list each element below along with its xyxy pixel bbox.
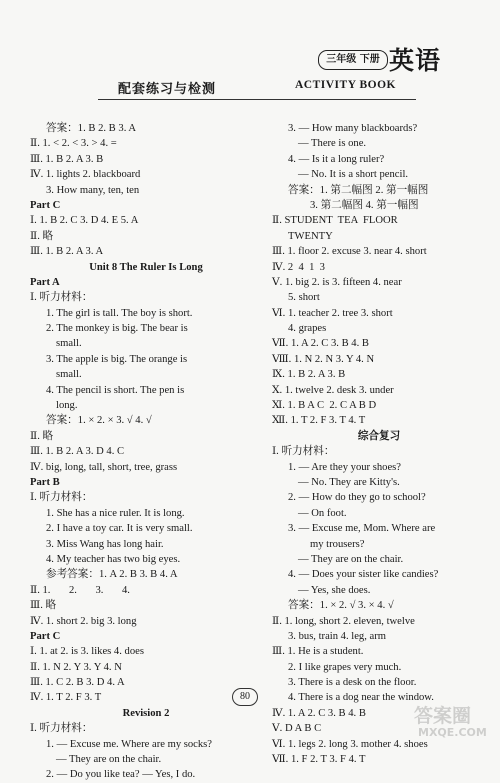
grade-badge: 三年级 下册 bbox=[318, 50, 388, 70]
answer-line: — No. It is a short pencil. bbox=[298, 169, 409, 181]
answer-line: Ⅲ. 1. B 2. A 3. A bbox=[30, 246, 104, 258]
answer-line: TWENTY bbox=[288, 230, 333, 242]
answer-line: Ⅸ. 1. B 2. A 3. B bbox=[272, 369, 346, 381]
answer-line: 答案：1. × 2. × 3. √ 4. √ bbox=[46, 415, 152, 427]
answer-line: small. bbox=[56, 369, 82, 381]
answer-line: Ⅳ. big, long, tall, short, tree, grass bbox=[30, 461, 178, 473]
answer-line: Ⅷ. 1. N 2. N 3. Y 4. N bbox=[272, 353, 375, 365]
answer-line: small. bbox=[56, 338, 82, 350]
answer-line: 2. I like grapes very much. bbox=[288, 661, 402, 673]
answer-line: 3. 第二幅图 4. 第一幅图 bbox=[310, 199, 419, 211]
watermark-text: 答案圈 bbox=[414, 705, 472, 727]
answer-line: Ⅲ. 1. B 2. A 3. B bbox=[30, 153, 104, 165]
answer-line: — On foot. bbox=[298, 507, 347, 519]
answer-line: Ⅲ. 1. floor 2. excuse 3. near 4. short bbox=[272, 246, 427, 258]
answer-line: 参考答案：1. A 2. B 3. B 4. A bbox=[46, 569, 178, 581]
answer-line: 2. — How do they go to school? bbox=[288, 492, 426, 504]
answer-line: Ⅻ. 1. T 2. F 3. T 4. T bbox=[272, 415, 366, 427]
answer-line: Ⅶ. 1. F 2. T 3. F 4. T bbox=[272, 754, 366, 766]
answer-line: Ⅱ. 略 bbox=[30, 430, 54, 442]
answer-line: Ⅱ. 1. < 2. < 3. > 4. = bbox=[30, 138, 117, 150]
subject-title: 英语 bbox=[389, 46, 442, 75]
watermark-logo bbox=[412, 700, 494, 740]
answer-line: 3. — How many blackboards? bbox=[288, 123, 418, 134]
answer-line: 3. How many, ten, ten bbox=[46, 184, 140, 196]
answer-line: Ⅲ. 1. B 2. A 3. D 4. C bbox=[30, 446, 125, 458]
page-number: 80 bbox=[232, 688, 258, 706]
answer-line: 1. — Excuse me. Where are my socks? bbox=[46, 738, 213, 750]
answer-line: Ⅰ. 听力材料： bbox=[30, 723, 93, 735]
answer-line: Ⅺ. 1. B A C 2. C A B D bbox=[272, 400, 377, 412]
answer-line: — There is one. bbox=[298, 138, 367, 150]
part-heading: Part B bbox=[30, 476, 60, 488]
answer-line: Ⅵ. 1. teacher 2. tree 3. short bbox=[272, 307, 393, 319]
watermark-url: MXQE.COM bbox=[418, 726, 487, 739]
answer-line: my trousers? bbox=[310, 538, 365, 550]
answer-line: Ⅱ. 1. N 2. Y 3. Y 4. N bbox=[30, 661, 122, 673]
answer-line: — Yes, she does. bbox=[298, 584, 371, 596]
answer-line: Ⅲ. 1. He is a student. bbox=[272, 646, 364, 658]
answer-line: 1. The girl is tall. The boy is short. bbox=[46, 307, 193, 319]
answer-line: — No. They are Kitty's. bbox=[298, 476, 400, 488]
answer-line: Ⅳ. 1. lights 2. blackboard bbox=[30, 169, 141, 181]
answer-line: Ⅶ. 1. A 2. C 3. B 4. B bbox=[272, 338, 369, 350]
part-heading: Part C bbox=[30, 630, 61, 642]
answer-line: 5. short bbox=[288, 292, 320, 304]
answer-line: 2. — Do you like tea? — Yes, I do. bbox=[46, 769, 196, 781]
answer-column-left bbox=[30, 121, 262, 783]
answer-line: 3. — Excuse me, Mom. Where are bbox=[288, 523, 436, 535]
answer-line: long. bbox=[56, 400, 78, 412]
section-heading: Revision 2 bbox=[122, 707, 170, 719]
answer-line: 4. — Does your sister like candies? bbox=[288, 569, 439, 581]
book-title-chinese: 配套练习与检测 bbox=[118, 82, 217, 97]
answer-line: Ⅰ. 1. B 2. C 3. D 4. E 5. A bbox=[30, 215, 139, 227]
answer-line: Ⅳ. 1. A 2. C 3. B 4. B bbox=[272, 707, 366, 719]
answer-line: 1. — Are they your shoes? bbox=[288, 461, 401, 473]
answer-line: Ⅰ. 听力材料： bbox=[30, 492, 93, 504]
answer-line: Ⅲ. 略 bbox=[30, 600, 57, 612]
answer-line: 4. — Is it a long ruler? bbox=[288, 153, 385, 165]
answer-line: Ⅰ. 听力材料： bbox=[30, 292, 93, 304]
answer-line: Ⅰ. 1. at 2. is 3. likes 4. does bbox=[30, 646, 144, 658]
answer-line: 4. My teacher has two big eyes. bbox=[46, 553, 181, 565]
answer-line: Ⅹ. 1. twelve 2. desk 3. under bbox=[272, 384, 394, 396]
answer-line: Ⅵ. 1. legs 2. long 3. mother 4. shoes bbox=[272, 738, 428, 750]
answer-line: 2. The monkey is big. The bear is bbox=[46, 323, 188, 335]
answer-line: Ⅱ. 1. 2. 3. 4. bbox=[30, 584, 130, 596]
answer-line: Ⅱ. STUDENT TEA FLOOR bbox=[272, 215, 398, 227]
answer-line: Ⅰ. 听力材料： bbox=[272, 446, 335, 458]
answer-line: 4. The pencil is short. The pen is bbox=[46, 384, 185, 396]
answer-line: 答案：1. × 2. √ 3. × 4. √ bbox=[288, 600, 394, 612]
part-heading: Part A bbox=[30, 276, 60, 288]
answer-line: 3. bus, train 4. leg, arm bbox=[288, 630, 386, 642]
answer-line: Ⅳ. 1. T 2. F 3. T bbox=[30, 692, 102, 704]
answer-line: Ⅴ. D A B C bbox=[272, 723, 322, 735]
answer-line: 2. I have a toy car. It is very small. bbox=[46, 523, 193, 535]
answer-line: 3. Miss Wang has long hair. bbox=[46, 538, 164, 550]
page-header bbox=[0, 0, 500, 110]
answer-line: 4. There is a dog near the window. bbox=[288, 692, 434, 704]
answer-line: Ⅳ. 2 4 1 3 bbox=[272, 261, 325, 273]
book-title-english: ACTIVITY BOOK bbox=[295, 79, 396, 91]
section-heading: 综合复习 bbox=[357, 430, 401, 442]
answer-column-right bbox=[272, 121, 486, 767]
answer-line: — They are on the chair. bbox=[56, 754, 162, 766]
answer-line: 4. grapes bbox=[288, 323, 327, 335]
answer-line: 3. There is a desk on the floor. bbox=[288, 677, 417, 689]
answer-line: — They are on the chair. bbox=[298, 553, 404, 565]
answer-line: Ⅴ. 1. big 2. is 3. fifteen 4. near bbox=[272, 276, 402, 288]
answer-line: Ⅳ. 1. short 2. big 3. long bbox=[30, 615, 137, 627]
answer-line: Ⅲ. 1. C 2. B 3. D 4. A bbox=[30, 677, 125, 689]
answer-line: 答案：1. 第二幅图 2. 第一幅图 bbox=[288, 184, 429, 196]
answer-line: 3. The apple is big. The orange is bbox=[46, 353, 188, 365]
answer-line: Ⅱ. 略 bbox=[30, 230, 54, 242]
part-heading: Part C bbox=[30, 199, 61, 211]
answer-line: 答案：1. B 2. B 3. A bbox=[46, 123, 137, 134]
answer-line: Ⅱ. 1. long, short 2. eleven, twelve bbox=[272, 615, 415, 627]
answer-line: 1. She has a nice ruler. It is long. bbox=[46, 507, 185, 519]
section-heading: Unit 8 The Ruler Is Long bbox=[89, 261, 203, 273]
header-divider bbox=[98, 99, 416, 100]
